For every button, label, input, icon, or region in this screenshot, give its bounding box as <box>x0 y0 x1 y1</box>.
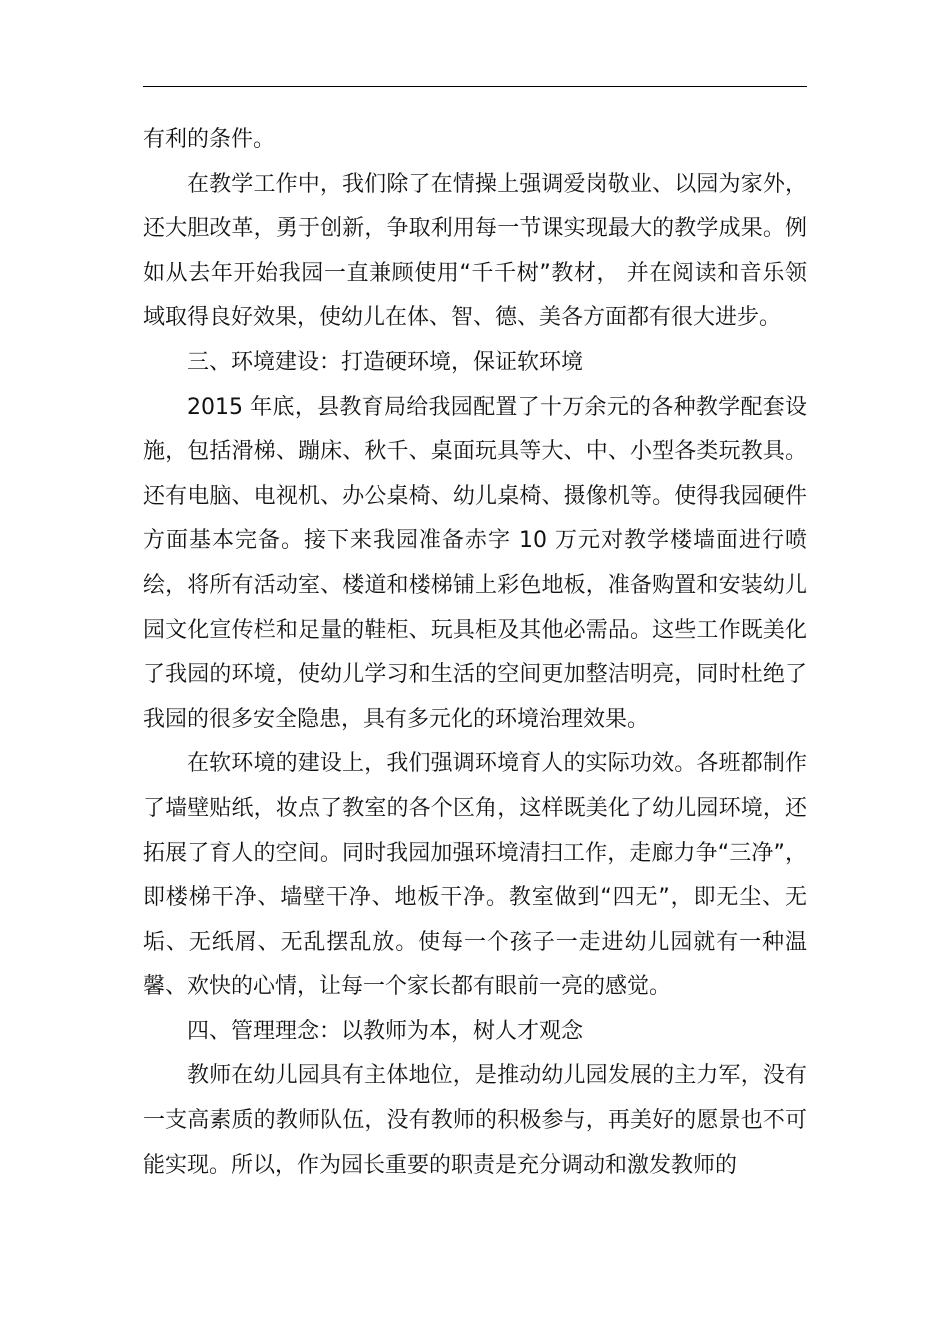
paragraph-teachers: 教师在幼儿园具有主体地位，是推动幼儿园发展的主力军，没有一支高素质的教师队伍，没有教师的积极参与，再美好的愿景也不可能实现。所以，作为园长重要的职责是充分调动和激发教师的 <box>143 1063 807 1178</box>
paragraph-teaching-work: 在教学工作中，我们除了在情操上强调爱岗敬业、以园为家外，还大胆改革，勇于创新，争取利用每一节课实现最大的教学成果。例如从去年开始我园一直兼顾使用“千千树”教材， 并在阅读和音乐领域取得良好效果，使幼儿在体、智、德、美各方面都有很大进步。 <box>143 171 807 331</box>
body-text <box>143 118 807 1188</box>
header-rule <box>143 86 807 87</box>
paragraph-soft-environment: 在软环境的建设上，我们强调环境育人的实际功效。各班都制作了墙壁贴纸，妆点了教室的各个区角，这样既美化了幼儿园环境，还拓展了育人的空间。同时我园加强环境清扫工作，走廊力争“三净”，即楼梯干净、墙壁干净、地板干净。教室做到“四无”，即无尘、无垢、无纸屑、无乱摆乱放。使每一个孩子一走进幼儿园就有一种温馨、欢快的心情，让每一个家长都有眼前一亮的感觉。 <box>143 751 807 1000</box>
paragraph-continuation: 有利的条件。 <box>143 127 276 152</box>
paragraph-hard-environment: 2015 年底，县教育局给我园配置了十万余元的各种教学配套设施，包括滑梯、蹦床、秋千、桌面玩具等大、中、小型各类玩教具。还有电脑、电视机、办公桌椅、幼儿桌椅、摄像机等。使得我园硬件方面基本完备。接下来我园准备赤字 10 万元对教学楼墙面进行喷绘，将所有活动室、楼道和楼梯铺上彩色地板，准备购置和安装幼儿园文化宣传栏和足量的鞋柜、玩具柜及其他必需品。这些工作既美化了我园的环境，使幼儿学习和生活的空间更加整洁明亮，同时杜绝了我园的很多安全隐患，具有多元化的环境治理效果。 <box>143 394 807 732</box>
section-heading-management: 四、管理理念：以教师为本，树人才观念 <box>187 1018 584 1044</box>
section-heading-environment: 三、环境建设：打造硬环境，保证软环境 <box>187 349 584 375</box>
